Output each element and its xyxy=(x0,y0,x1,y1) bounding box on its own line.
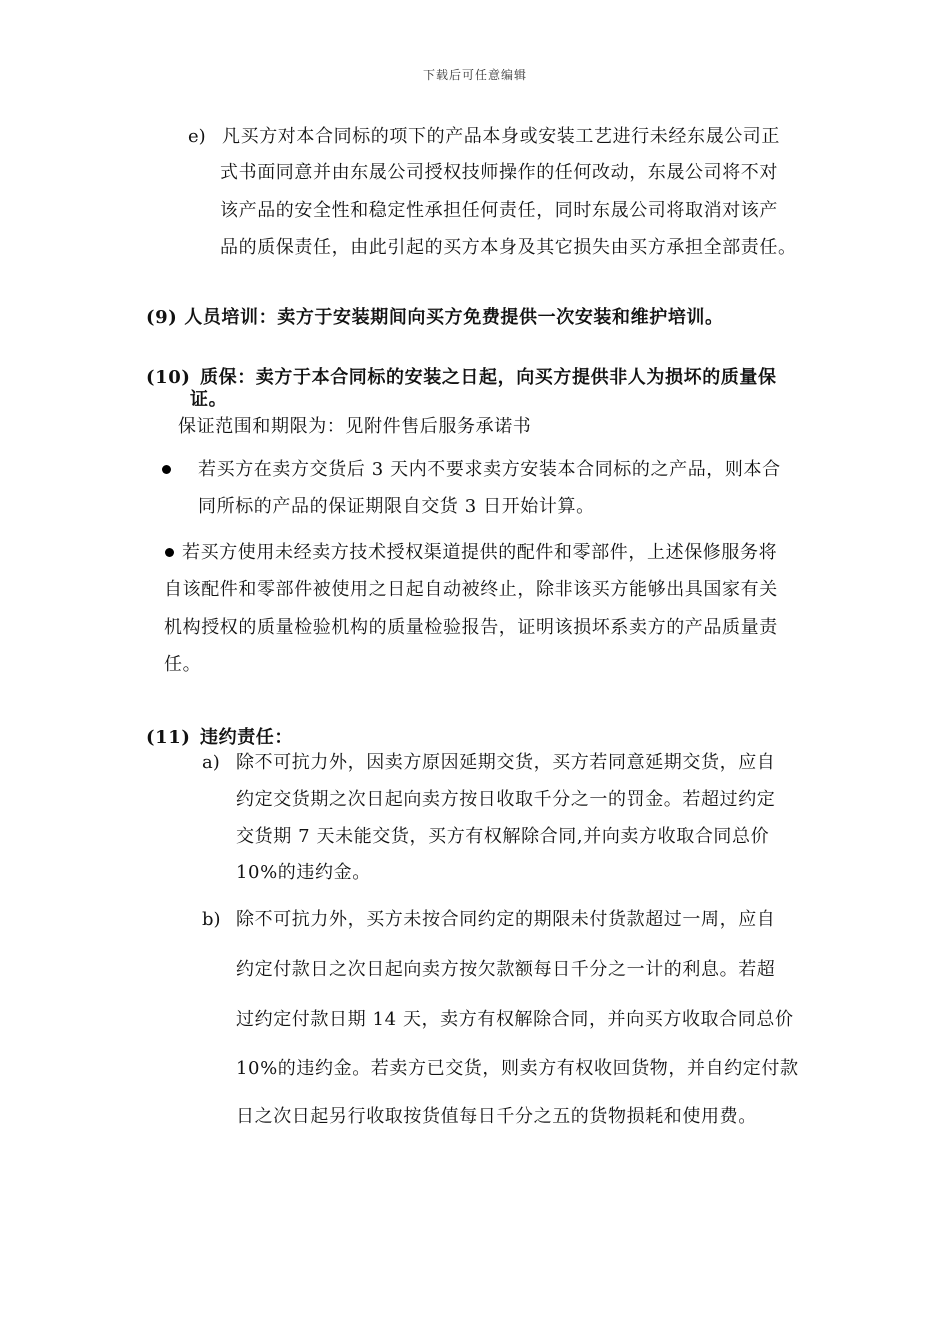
item-a-line-1: 除不可抗力外，因卖方原因延期交货，买方若同意延期交货，应自 xyxy=(236,752,776,773)
bullet-2-line-3: 机构授权的质量检验机构的质量检验报告，证明该损坏系卖方的产品质量责 xyxy=(164,617,778,638)
item-b-marker: b) xyxy=(202,909,221,930)
item-a-marker: a) xyxy=(202,752,220,773)
section-10-heading-line-1: 质保：卖方于本合同标的安装之日起，向买方提供非人为损坏的质量保 xyxy=(200,367,777,388)
bullet-2-line-2: 自该配件和零部件被使用之日起自动被终止，除非该买方能够出具国家有关 xyxy=(164,579,778,600)
item-b-line-5: 日之次日起另行收取按货值每日千分之五的货物损耗和使用费。 xyxy=(236,1106,757,1127)
section-11-title: 违约责任： xyxy=(200,727,293,748)
bullet-dot xyxy=(165,548,174,557)
item-b-line-1: 除不可抗力外，买方未按合同约定的期限未付货款超过一周，应自 xyxy=(236,909,776,930)
section-10-heading-line-2: 证。 xyxy=(190,389,228,410)
bullet-1-line-2: 同所标的产品的保证期限自交货 3 日开始计算。 xyxy=(198,496,595,517)
bullet-2-line-4: 任。 xyxy=(164,654,202,675)
item-b-line-4: 10%的违约金。若卖方已交货，则卖方有权收回货物，并自约定付款 xyxy=(236,1058,799,1079)
item-b-line-3: 过约定付款日期 14 天，卖方有权解除合同，并向买方收取合同总价 xyxy=(236,1009,794,1030)
item-e-line-2: 式书面同意并由东晟公司授权技师操作的任何改动，东晟公司将不对 xyxy=(220,162,778,183)
section-9-heading: (9) 人员培训：卖方于安装期间向买方免费提供一次安装和维护培训。 xyxy=(146,307,724,328)
warranty-scope: 保证范围和期限为：见附件售后服务承诺书 xyxy=(178,416,532,437)
item-e-line-3: 该产品的安全性和稳定性承担任何责任，同时东晟公司将取消对该产 xyxy=(220,200,778,221)
bullet-2-line-1: 若买方使用未经卖方技术授权渠道提供的配件和零部件，上述保修服务将 xyxy=(182,542,778,563)
bullet-1-line-1: 若买方在卖方交货后 3 天内不要求卖方安装本合同标的之产品，则本合 xyxy=(198,459,781,480)
item-e-line-1: 凡买方对本合同标的项下的产品本身或安装工艺进行未经东晟公司正 xyxy=(222,126,780,147)
page-header: 下载后可任意编辑 xyxy=(422,68,527,82)
item-a-line-3: 交货期 7 天未能交货，买方有权解除合同,并向卖方收取合同总价 xyxy=(236,826,770,847)
section-10-number: (10) xyxy=(146,367,191,388)
item-a-line-2: 约定交货期之次日起向卖方按日收取千分之一的罚金。若超过约定 xyxy=(236,789,776,810)
item-e-marker: e) xyxy=(188,126,206,147)
item-e-line-4: 品的质保责任，由此引起的买方本身及其它损失由买方承担全部责任。 xyxy=(220,237,797,258)
section-11-number: (11) xyxy=(146,727,191,748)
item-b-line-2: 约定付款日之次日起向卖方按欠款额每日千分之一计的利息。若超 xyxy=(236,959,776,980)
item-a-line-4: 10%的违约金。 xyxy=(236,862,371,883)
bullet-dot xyxy=(162,465,171,474)
